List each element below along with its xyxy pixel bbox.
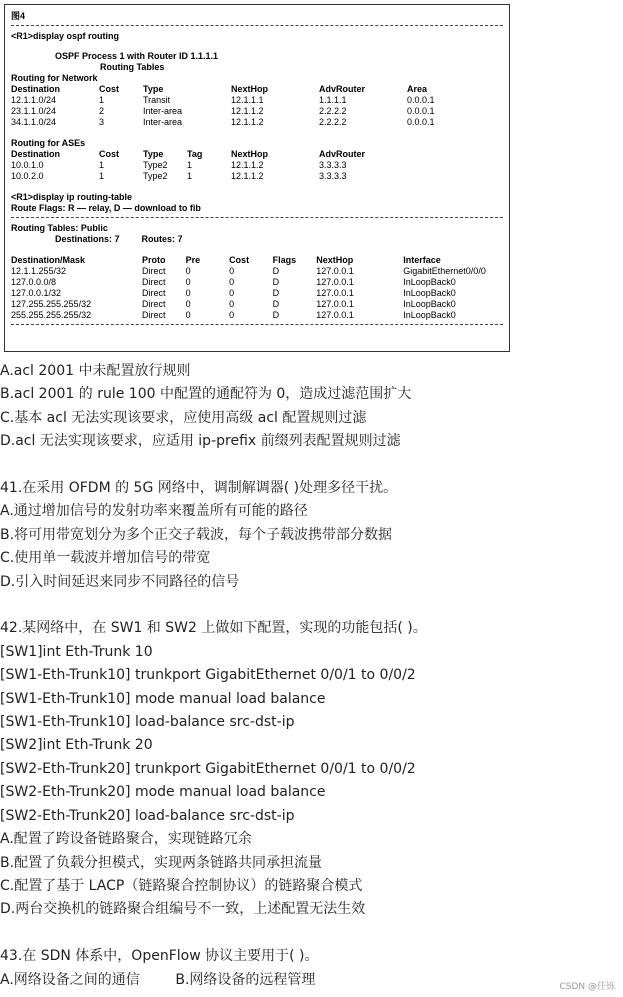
table-cell: 12.1.1.2 [231, 160, 264, 170]
q40-option-a: A.acl 2001 中未配置放行规则 [0, 363, 191, 379]
table-cell: 255.255.255.255/32 [11, 310, 92, 320]
q42-option-b: B.配置了负载分担模式，实现两条链路共同承担流量 [0, 854, 323, 871]
q42-option-a: A.配置了跨设备链路聚合，实现链路冗余 [0, 831, 252, 848]
col-tag: Tag [187, 149, 203, 159]
col-type: Type [143, 149, 164, 159]
config-line: [SW1-Eth-Trunk10] mode manual load balance [0, 690, 326, 707]
table-cell: Direct [142, 310, 166, 320]
watermark: CSDN @任铄 [559, 982, 615, 992]
divider [11, 324, 503, 325]
config-line: [SW2-Eth-Trunk20] load-balance src-dst-ip [0, 807, 295, 824]
table-cell: D [272, 299, 280, 309]
route-flags-line: Route Flags: R — relay, D — download to fib [11, 203, 201, 213]
table-cell: 2.2.2.2 [319, 106, 347, 116]
table-cell: 0 [229, 277, 235, 287]
ip-routing-command: <R1>display ip routing-table [11, 192, 133, 202]
destinations-count: Destinations: 7 [55, 234, 120, 244]
figure-label: 图4 [11, 11, 26, 21]
table-row [11, 299, 503, 310]
routes-count: Routes: 7 [141, 234, 183, 244]
table-cell: Direct [142, 299, 166, 309]
q42-option-d: D.两台交换机的链路聚合组编号不一致，上述配置无法生效 [0, 901, 366, 918]
table-cell: InLoopBack0 [403, 299, 456, 309]
col-nexthop: NextHop [231, 149, 269, 159]
table-row [11, 95, 497, 106]
table-cell: 127.0.0.1 [316, 288, 354, 298]
figure-4-router-output [4, 4, 510, 352]
col-area: Area [407, 84, 428, 94]
config-line: [SW1]int Eth-Trunk 10 [0, 643, 153, 660]
table-cell: 12.1.1.1 [231, 95, 264, 105]
col-proto: Proto [142, 255, 166, 265]
spacer [0, 594, 623, 617]
table-row [11, 106, 497, 117]
question-content [0, 360, 623, 992]
destinations-routes-line [11, 234, 503, 245]
q41-option-c: C.使用单一载波并增加信号的带宽 [0, 550, 211, 567]
table-cell: 0 [229, 310, 235, 320]
table-cell: 12.1.1.2 [231, 171, 264, 181]
table-cell: 0 [229, 288, 235, 298]
q40-option-d: D.acl 无法实现该要求，应适用 ip-prefix 前缀列表配置规则过滤 [0, 433, 401, 450]
table-cell: 0.0.0.1 [407, 95, 435, 105]
table-cell: 1 [99, 171, 105, 181]
table-cell: Direct [142, 266, 166, 276]
table-cell: InLoopBack0 [403, 277, 456, 287]
config-line: [SW1-Eth-Trunk10] trunkport GigabitEthernet 0/0/1 to 0/0/2 [0, 667, 416, 684]
q41-stem: 41.在采用 OFDM 的 5G 网络中，调制解调器( )处理多径干扰。 [0, 480, 398, 497]
routing-tables-line: Routing Tables: Public [11, 223, 108, 233]
table-row [11, 117, 497, 128]
table-cell: 0.0.0.1 [407, 117, 435, 127]
table-cell: Inter-area [143, 106, 183, 116]
table-cell: InLoopBack0 [403, 288, 456, 298]
table-cell: D [272, 310, 280, 320]
table-cell: D [272, 266, 280, 276]
table-cell: Type2 [143, 160, 168, 170]
network-heading: Routing for Network [11, 73, 98, 83]
table-cell: 10.0.1.0 [11, 160, 44, 170]
table-cell: 0 [185, 277, 191, 287]
table-cell: 127.0.0.1 [316, 277, 354, 287]
table-cell: D [272, 288, 280, 298]
col-nexthop: NextHop [231, 84, 269, 94]
table-cell: 127.0.0.1 [316, 299, 354, 309]
table-cell: 12.1.1.2 [231, 117, 264, 127]
table-cell: 127.255.255.255/32 [11, 299, 92, 309]
config-line: [SW1-Eth-Trunk10] load-balance src-dst-ip [0, 714, 295, 731]
table-cell: 0 [185, 310, 191, 320]
table-cell: Inter-area [143, 117, 183, 127]
table-cell: 3.3.3.3 [319, 160, 347, 170]
table-header-row [11, 149, 409, 160]
col-destination: Destination [11, 149, 61, 159]
table-row [11, 310, 503, 321]
table-row [11, 288, 503, 299]
table-cell: Direct [142, 288, 166, 298]
table-cell: 1 [99, 160, 105, 170]
ip-routing-table [11, 255, 503, 321]
q42-stem: 42.某网络中，在 SW1 和 SW2 上做如下配置，实现的功能包括( )。 [0, 620, 427, 637]
table-cell: 2 [99, 106, 105, 116]
ospf-process-line: OSPF Process 1 with Router ID 1.1.1.1 [55, 51, 219, 61]
table-cell: Direct [142, 277, 166, 287]
table-cell: 1 [99, 95, 105, 105]
table-cell: 127.0.0.0/8 [11, 277, 57, 287]
table-cell: 34.1.1.0/24 [11, 117, 57, 127]
config-line: [SW2-Eth-Trunk20] mode manual load balance [0, 784, 326, 801]
table-cell: 3.3.3.3 [319, 171, 347, 181]
config-line: [SW2-Eth-Trunk20] trunkport GigabitEthernet 0/0/1 to 0/0/2 [0, 760, 416, 777]
table-cell: 1 [187, 171, 193, 181]
col-destination: Destination [11, 84, 61, 94]
table-cell: 10.0.2.0 [11, 171, 44, 181]
table-cell: 2.2.2.2 [319, 117, 347, 127]
table-cell: 0 [229, 299, 235, 309]
q42-option-c: C.配置了基于 LACP（链路聚合控制协议）的链路聚合模式 [0, 877, 363, 894]
table-row [11, 171, 409, 182]
col-advrouter: AdvRouter [319, 149, 366, 159]
col-pre: Pre [185, 255, 201, 265]
col-cost: Cost [229, 255, 250, 265]
col-advrouter: AdvRouter [319, 84, 366, 94]
table-cell: 1.1.1.1 [319, 95, 347, 105]
col-flags: Flags [272, 255, 297, 265]
q41-option-a: A.通过增加信号的发射功率来覆盖所有可能的路径 [0, 503, 308, 520]
table-cell: 127.0.0.1 [316, 266, 354, 276]
table-cell: 1 [187, 160, 193, 170]
table-cell: D [272, 277, 280, 287]
ase-heading: Routing for ASEs [11, 138, 86, 148]
q43-stem: 43.在 SDN 体系中，OpenFlow 协议主要用于( )。 [0, 948, 319, 965]
q41-option-d: D.引入时间延迟来同步不同路径的信号 [0, 573, 240, 590]
table-cell: 0 [229, 266, 235, 276]
table-cell: 0 [185, 299, 191, 309]
col-cost: Cost [99, 149, 119, 159]
q40-option-c: C.基本 acl 无法实现该要求，应使用高级 acl 配置规则过滤 [0, 409, 367, 426]
col-destination-mask: Destination/Mask [11, 255, 86, 265]
table-cell: 12.1.1.2 [231, 106, 264, 116]
q43-options-ab: A.网络设备之间的通信 B.网络设备的远程管理 [0, 971, 316, 988]
table-cell: 127.0.0.1/32 [11, 288, 62, 298]
table-row [11, 277, 503, 288]
q40-option-b: B.acl 2001 的 rule 100 中配置的通配符为 0，造成过滤范围扩大 [0, 386, 412, 403]
table-cell: 0.0.0.1 [407, 106, 435, 116]
table-cell: Type2 [143, 171, 168, 181]
table-cell: Transit [143, 95, 171, 105]
divider [11, 25, 503, 26]
table-row [11, 160, 409, 171]
table-cell: 127.0.0.1 [316, 310, 354, 320]
table-cell: GigabitEthernet0/0/0 [403, 266, 486, 276]
col-type: Type [143, 84, 164, 94]
col-interface: Interface [403, 255, 441, 265]
divider [11, 217, 503, 218]
table-cell: 0 [185, 288, 191, 298]
ospf-command: <R1>display ospf routing [11, 31, 120, 41]
col-nexthop: NextHop [316, 255, 354, 265]
table-row [11, 266, 503, 277]
q41-option-b: B.将可用带宽划分为多个正交子载波，每个子载波携带部分数据 [0, 526, 393, 543]
ospf-ase-table [11, 149, 409, 182]
table-cell: 3 [99, 117, 105, 127]
ospf-network-table [11, 84, 497, 128]
table-header-row [11, 255, 503, 266]
table-cell: 0 [185, 266, 191, 276]
table-header-row [11, 84, 497, 95]
table-cell: 12.1.1.0/24 [11, 95, 57, 105]
spacer [0, 454, 623, 477]
ospf-tables-line: Routing Tables [100, 62, 165, 72]
config-line: [SW2]int Eth-Trunk 20 [0, 737, 153, 754]
table-cell: 12.1.1.255/32 [11, 266, 67, 276]
col-cost: Cost [99, 84, 119, 94]
spacer [0, 922, 623, 945]
table-cell: 23.1.1.0/24 [11, 106, 57, 116]
table-cell: InLoopBack0 [403, 310, 456, 320]
